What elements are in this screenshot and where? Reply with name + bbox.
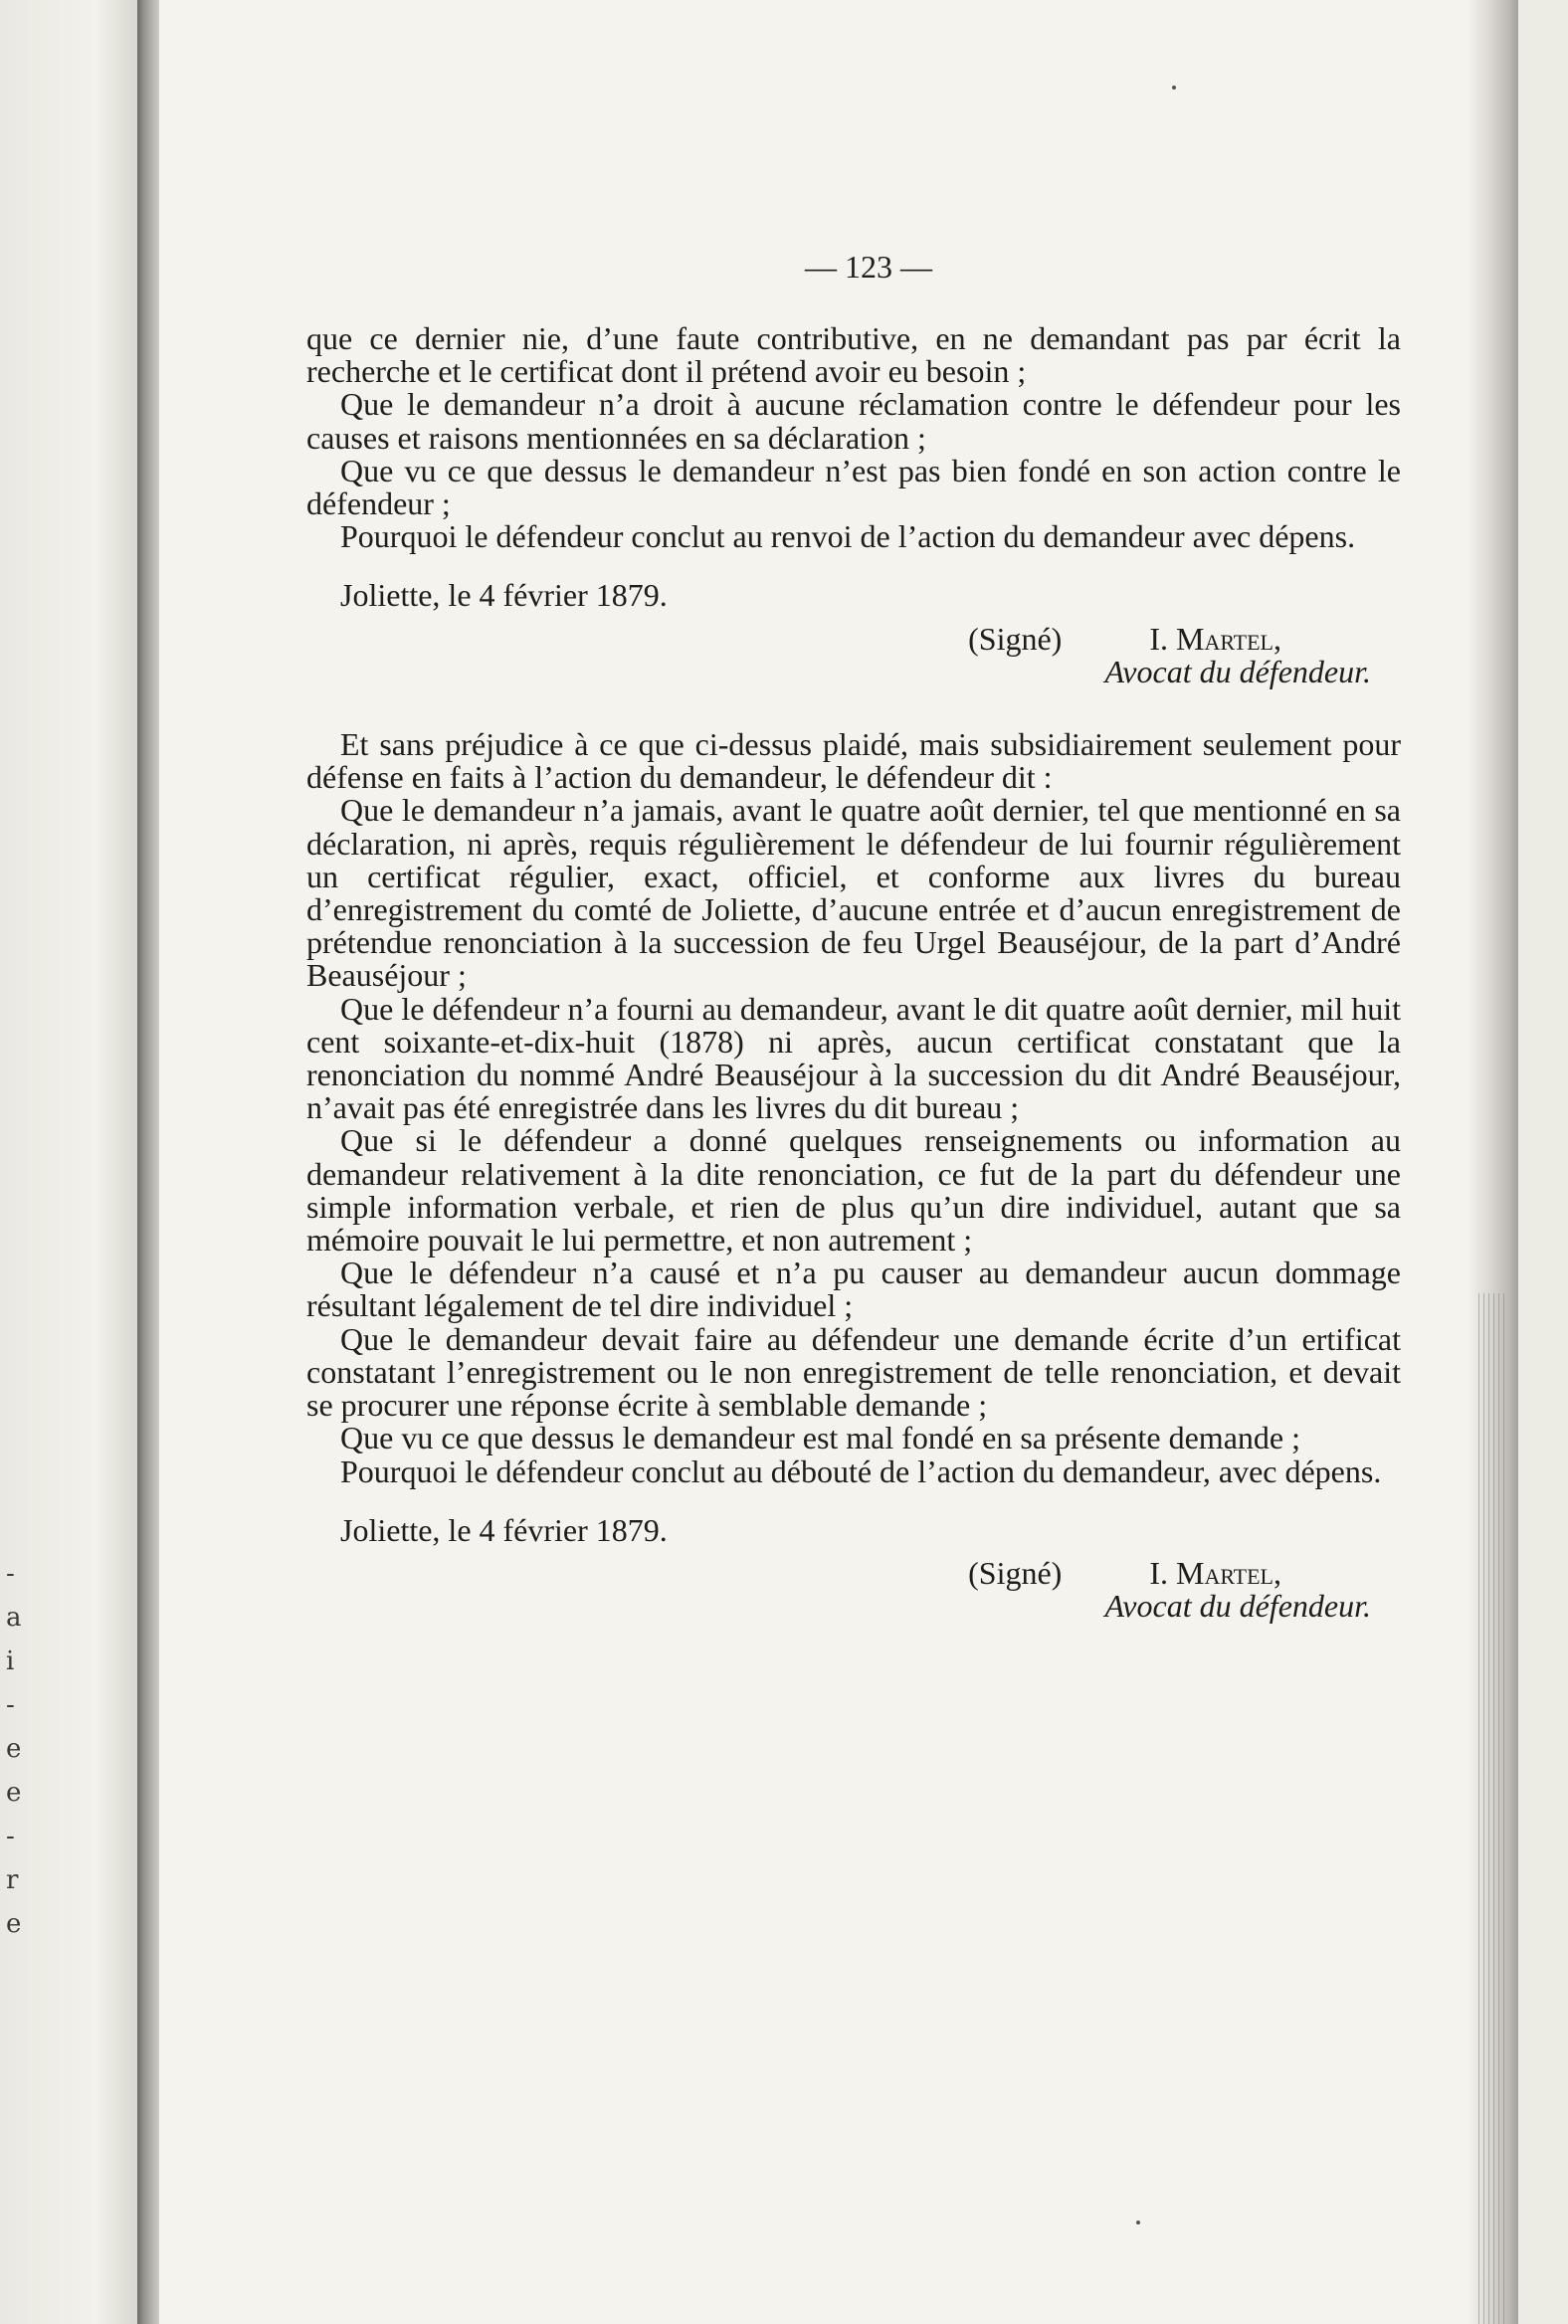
paragraph: que ce dernier nie, d’une faute contributive, en ne demandant pas par écrit la recherche et le certificat dont il prétend avoir eu besoin ; [306, 320, 1401, 390]
adjacent-page [0, 0, 137, 2324]
page-text [306, 247, 1401, 1623]
signature-line [306, 620, 1401, 657]
fragment: e [6, 1734, 22, 1764]
paragraph: Que vu ce que dessus le demandeur n’est pas bien fondé en son action contre le défendeur ; [306, 452, 1401, 522]
signature-date: Joliette, le 4 février 1879. [340, 1511, 668, 1548]
page-edge-lines [1478, 1293, 1508, 2324]
paragraph: Que le défendeur n’a causé et n’a pu causer au demandeur aucun dommage résultant légalement de tel dire individuel ; [306, 1255, 1401, 1324]
paragraph: Que si le défendeur a donné quelques renseignements ou information au demandeur relativement à la dite renonciation, ce fut de la part du défendeur une simple information verbale, et rien de plus qu’un dire individuel, autant que sa mémoire pouvait le lui permettre, et non autrement ; [306, 1122, 1401, 1259]
paragraph: Pourquoi le défendeur conclut au débouté de l’action du demandeur, avec dépens. [340, 1452, 1382, 1489]
fragment: - [6, 1822, 15, 1851]
signature-date: Joliette, le 4 février 1879. [340, 577, 668, 614]
page-edge [1469, 0, 1518, 2324]
paper-speck [1172, 86, 1176, 90]
adjacent-page-text-fragments [6, 1552, 22, 1946]
signature-line [306, 1554, 1401, 1591]
signatory-role: Avocat du défendeur. [1104, 653, 1371, 689]
signatory-name: I. Martel, [1149, 620, 1281, 657]
fragment: - [6, 1690, 15, 1720]
fragment: - [6, 1559, 15, 1589]
signatory-name: I. Martel, [1149, 1554, 1281, 1591]
paragraph: Que le demandeur n’a droit à aucune réclamation contre le défendeur pour les causes et raisons mentionnées en sa déclaration ; [306, 386, 1401, 456]
fragment: e [6, 1909, 22, 1939]
fragment: a [6, 1603, 22, 1633]
paper-speck [1136, 2221, 1140, 2225]
page [159, 0, 1518, 2324]
paragraph: Et sans préjudice à ce que ci-dessus plaidé, mais subsidiairement seulement pour défense en faits à l’action du demandeur, le défendeur dit : [306, 726, 1401, 796]
section-gap [306, 688, 1401, 728]
paragraph: Que le demandeur n’a jamais, avant le quatre août dernier, tel que mentionné en sa déclaration, ni après, requis régulièrement le défendeur de lui fournir régulièrement un certificat régulier, exact, officiel, et conforme aux livres du bureau d’enregistrement du comté de Joliette, d’aucune entrée et d’aucun enregistrement de prétendue renonciation à la succession de feu Urgel Beauséjour, de la part d’André Beauséjour ; [306, 792, 1401, 994]
fragment: r [6, 1865, 19, 1895]
paragraph: Que le défendeur n’a fourni au demandeur, avant le dit quatre août dernier, mil huit cent soixante-et-dix-huit (1878) ni après, aucun certificat constatant que la renonciation du nommé André Beauséjour à la succession du dit André Beauséjour, n’avait pas été enregistrée dans les livres du dit bureau ; [306, 990, 1401, 1126]
signatory-role: Avocat du défendeur. [1104, 1588, 1371, 1625]
fragment: i [6, 1646, 15, 1676]
fragment: e [6, 1778, 22, 1808]
paragraph: Que le demandeur devait faire au défendeur une demande écrite d’un ertificat constatant l’enregistrement ou le non enregistrement de telle renonciation, et devait se procurer une réponse écrite à semblable demande ; [306, 1320, 1401, 1424]
page-number: — 123 — [805, 249, 932, 285]
paragraph: Pourquoi le défendeur conclut au renvoi de l’action du demandeur avec dépens. [340, 518, 1356, 555]
book-gutter [137, 0, 159, 2324]
signed-mark: (Signé) [968, 620, 1063, 657]
signed-mark: (Signé) [968, 1554, 1063, 1591]
paragraph: Que vu ce que dessus le demandeur est mal fondé en sa présente demande ; [340, 1420, 1300, 1456]
